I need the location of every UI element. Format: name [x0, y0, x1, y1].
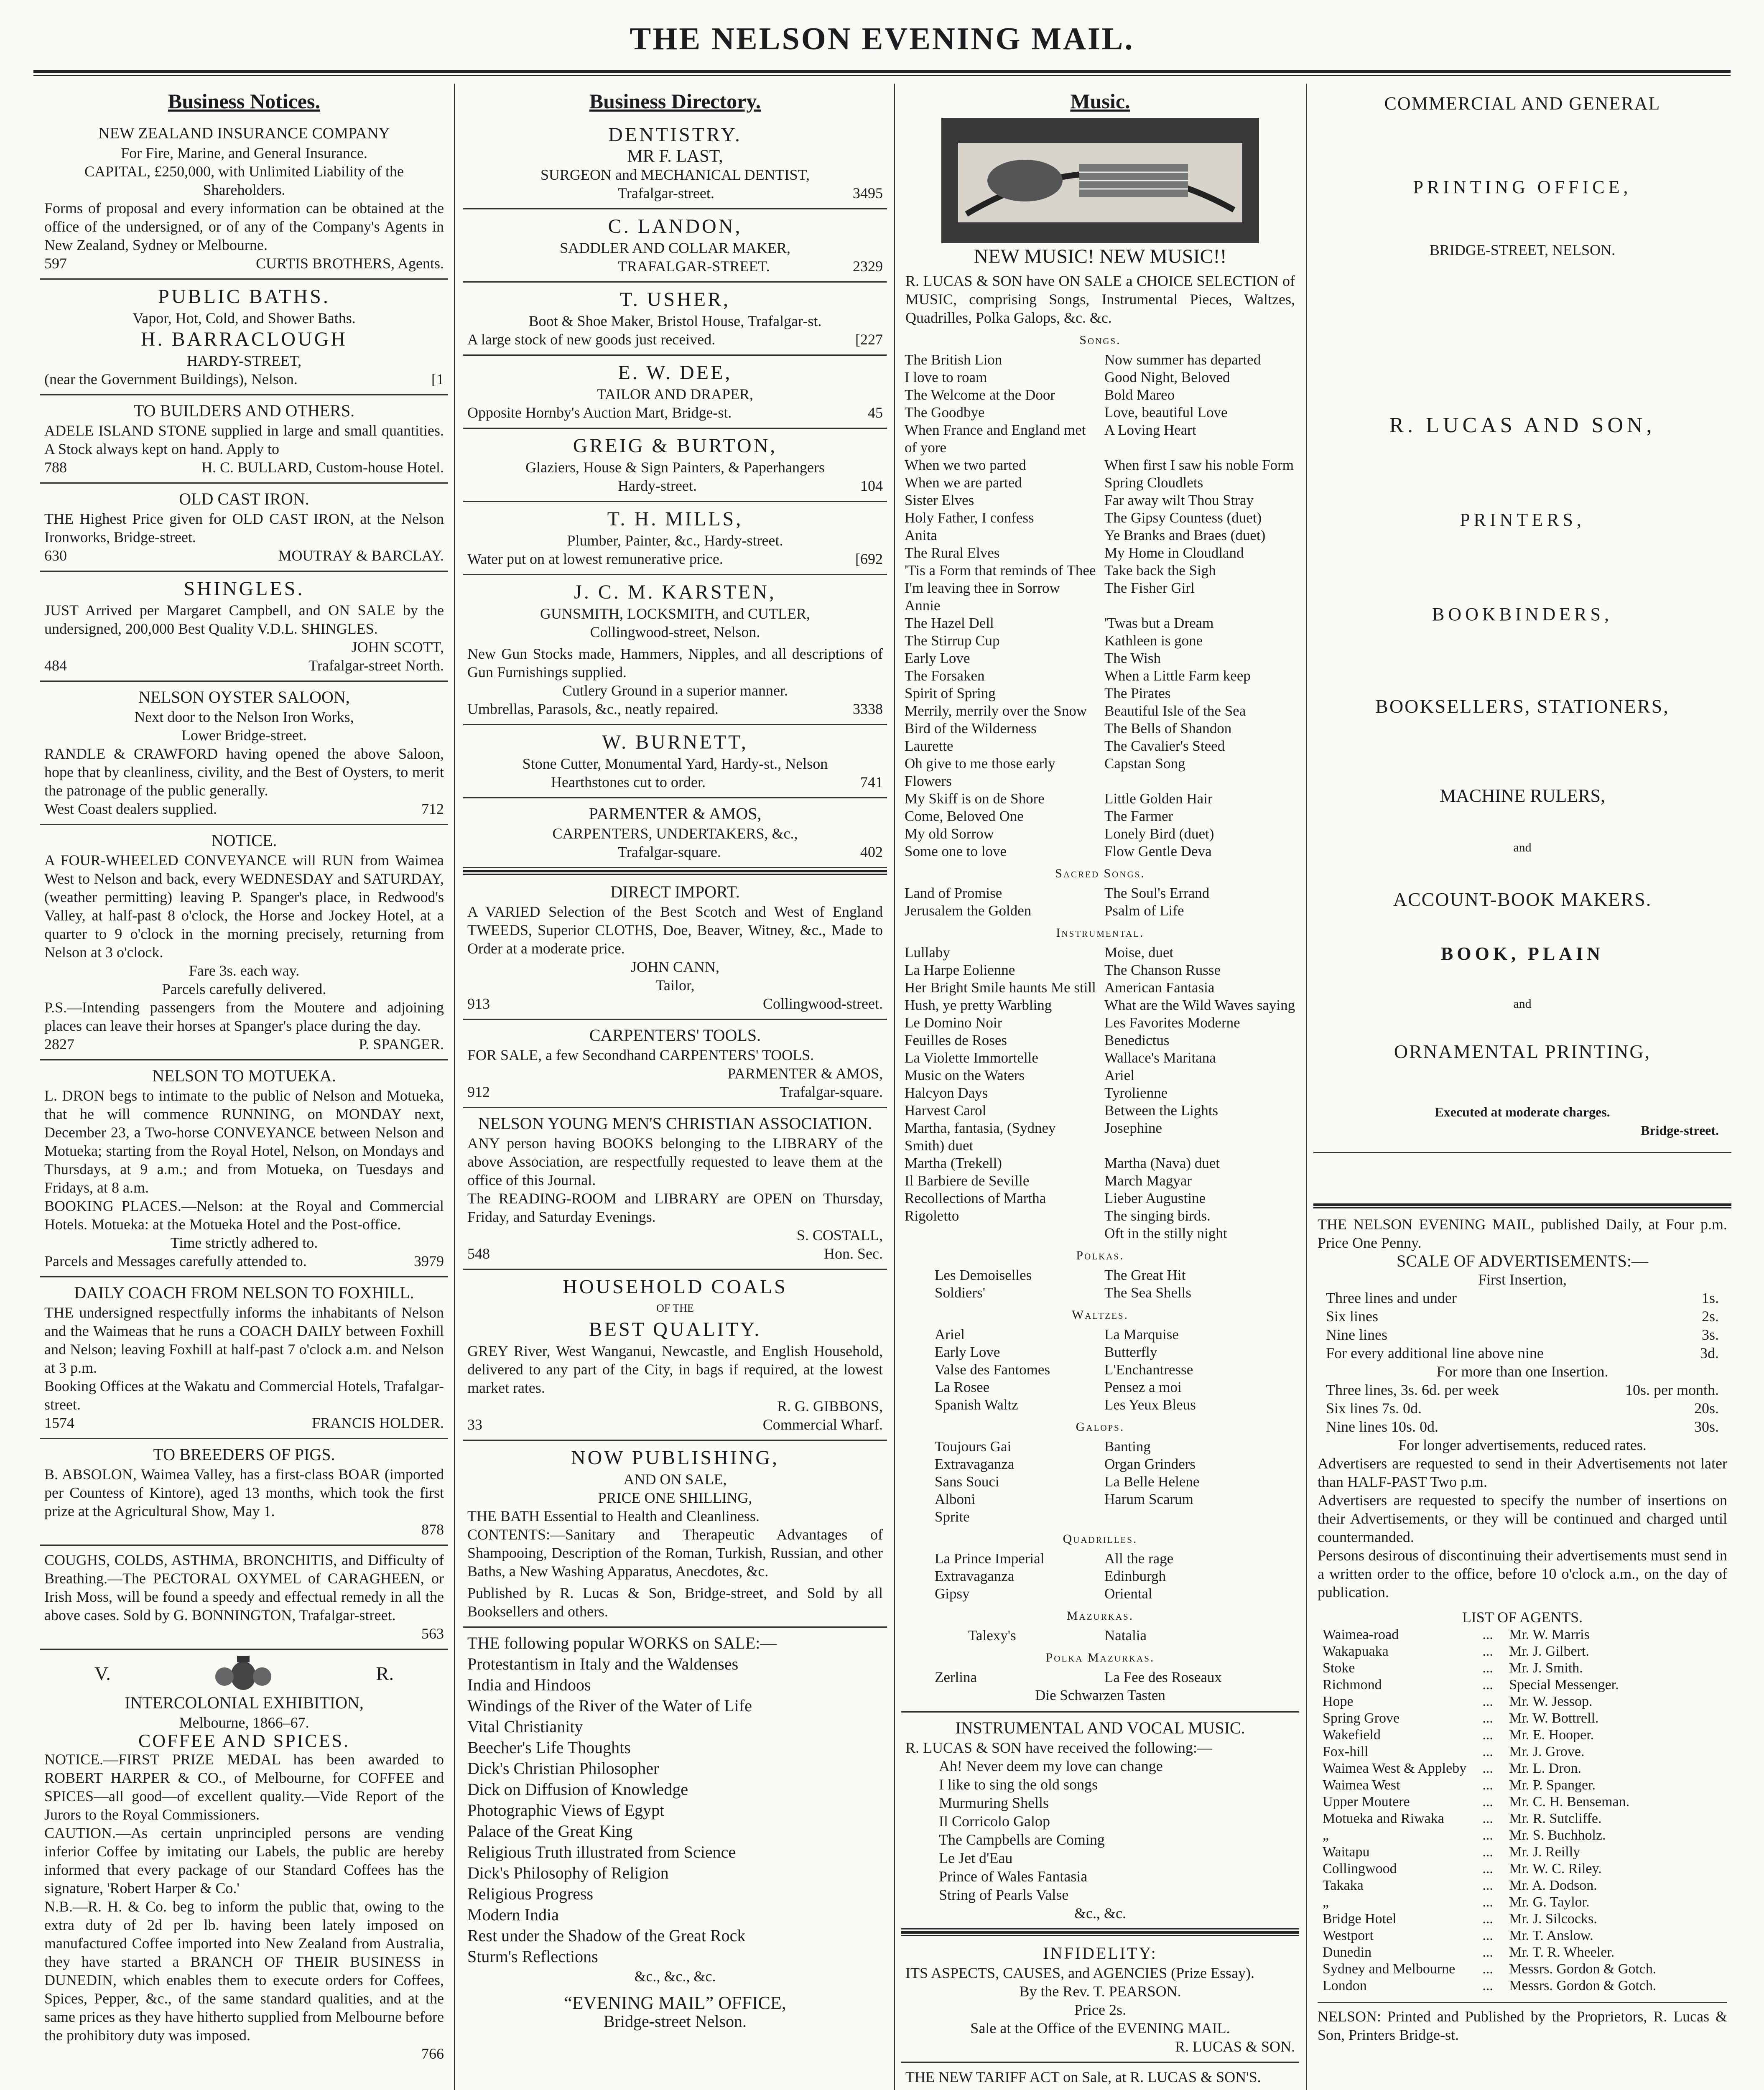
song-title: Little Golden Hair	[1104, 790, 1213, 807]
leader-dots: ...	[1482, 1961, 1493, 1977]
instrumental-title: Hush, ye pretty Warbling	[905, 997, 1052, 1013]
rates-first-insertion	[1318, 1289, 1727, 1362]
column-printing-office	[1313, 86, 1731, 2090]
instrumental-title: Oft in the stilly night	[1104, 1225, 1227, 1241]
work-title: Beecher's Life Thoughts	[467, 1738, 631, 1757]
polka-title: The Sea Shells	[1104, 1285, 1192, 1301]
work-title: Religious Progress	[467, 1884, 594, 1903]
song-title: Bird of the Wilderness	[905, 720, 1037, 737]
leader-dots: ...	[1482, 1627, 1493, 1642]
agent-name: Mr. A. Dodson.	[1509, 1878, 1597, 1893]
song-title: The Fisher Girl	[1104, 580, 1195, 596]
agent-place: Motueka and Riwaka	[1323, 1811, 1444, 1826]
rate-label: Nine lines 10s. 0d.	[1326, 1418, 1438, 1435]
song-title: Flow Gentle Deva	[1104, 843, 1212, 859]
agent-name: Mr. W. Marris	[1509, 1627, 1590, 1642]
column-divider	[454, 84, 455, 2090]
rate-row	[1318, 1381, 1727, 1399]
agent-place: Waimea-road	[1323, 1627, 1399, 1642]
dir-usher: T. USHER, Boot & Shoe Maker, Bristol House, Trafalgar-st. A large stock of new goods just received. [227	[463, 283, 887, 356]
section-rule	[901, 1931, 1299, 1936]
song-title: Sister Elves	[905, 492, 974, 508]
ad-popular-works: THE following popular WORKS on SALE:— Protestantism in Italy and the Waldenses India and Hindoos Windings of the River of the Water of Life Vital Christianity Beecher's Life Thoughts Dick's Christian Philosopher Dick on Diffusion of Knowledge Photographic Views of Egypt Palace of the Great King Religious Truth illustrated from Science Dick's Philosophy of Religion Religious Progress Modern India Rest under the Shadow of the Great Rock Sturm's Reflections &c., &c., &c. “EVENING MAIL” OFFICE, Bridge-street Nelson.	[463, 1628, 887, 2036]
agent-name: Mr. W. Bottrell.	[1509, 1710, 1599, 1726]
rate-label: Six lines 7s. 0d.	[1326, 1400, 1422, 1417]
leader-dots: ...	[1482, 1861, 1493, 1876]
dir-dee: E. W. DEE, TAILOR AND DRAPER, Opposite Hornby's Auction Mart, Bridge-st. 45	[463, 356, 887, 429]
waltz-title: Early Love	[935, 1344, 1000, 1360]
agent-place: Collingwood	[1323, 1861, 1397, 1876]
instrumental-title: American Fantasia	[1104, 979, 1215, 996]
song-title: I love to roam	[905, 369, 987, 385]
agent-name: Mr. C. H. Benseman.	[1509, 1794, 1630, 1810]
instrumental-title: Lieber Augustine	[1104, 1190, 1206, 1206]
song-title: Come, Beloved One	[905, 808, 1024, 824]
work-title: Modern India	[467, 1905, 559, 1924]
agent-place: Bridge Hotel	[1323, 1911, 1397, 1927]
rate-row	[1318, 1399, 1727, 1417]
work-title: Protestantism in Italy and the Waldenses	[467, 1654, 739, 1673]
rate-row	[1318, 1417, 1727, 1436]
agent-place: Fox-hill	[1323, 1744, 1369, 1759]
instrumental-title: Martha (Trekell)	[905, 1155, 1002, 1171]
section-rule	[463, 870, 887, 875]
leader-dots: ...	[1482, 1644, 1493, 1659]
agent-name: Mr. J. Smith.	[1509, 1660, 1583, 1676]
galop-title: Harum Scarum	[1104, 1491, 1193, 1507]
song-title: The British Lion	[905, 352, 1002, 368]
instrumental-title: La Violette Immortelle	[905, 1050, 1038, 1066]
song-title: When we are parted	[905, 474, 1022, 491]
instrumental-title: The singing birds.	[1104, 1208, 1211, 1224]
work-title: Religious Truth illustrated from Science	[467, 1843, 736, 1861]
column-music: Music. NEW MUSIC! NEW MUSIC!! R. LUCAS & SON have ON SALE a CHOICE SELECTION of MUSIC, comprising Songs, Instrumental Pieces, Waltzes, Quadrilles, Polka Galops, &c. &c. Songs. The British Lion Now summer has departed I love to roam Good Night, Beloved The Welcome at the Door Bold Mareo The Goodbye Love, beautiful Love When France and England met of yore A Loving Heart When we two parted When first I saw his noble Form When we are parted Spring Cloudlets Sister Elves Far away wilt Thou Stray Holy Father, I confess The Gipsy Countess (duet) Anita Ye Branks and Braes (duet) The Rural Elves My Home in Cloudland 'Tis a Form that reminds of Thee Take back the Sigh I'm leaving thee in Sorrow Annie The Fisher Girl The Hazel Dell 'Twas but a Dream The Stirrup Cup Kathleen is gone Early Love The Wish The Forsaken When a Little Farm keep Spirit of Spring The Pirates Merrily, merrily over the Snow Beautiful Isle of the Sea Bird of the Wilderness The Bells of Shandon Laurette The Cavalier's Steed Oh give to me those early Flowers Capstan Song My Skiff is on de Shore Little Golden Hair Come, Beloved One The Farmer My old Sorrow Lonely Bird (duet) Some one to love Flow Gentle Deva Sacred Songs. Land of Promise The Soul's Errand Jerusalem the Golden Psalm of Life Instrumental. Lullaby Moise, duet La Harpe Eolienne The Chanson Russe Her Bright Smile haunts Me still American Fantasia Hush, ye pretty Warbling What are the Wild Waves saying Le Domino Noir Les Favorites Moderne Feuilles de Roses Benedictus La Violette Immortelle Wallace's Maritana Music on the Waters Ariel Halcyon Days Tyrolienne Harvest Carol Between the Lights Martha, fantasia, (Sydney Smith) duet Josephine Martha (Trekell) Martha (Nava) duet Il Barbiere de Seville March Magyar Recollections of Martha Lieber Augustine Rigoletto The singing birds. Oft in the stilly night Polkas. Les Demoiselles The Great Hit Soldiers' The Sea Shells Waltzes. Ariel La Marquise Early Love Butterfly Valse des Fantomes L'Enchantresse La Rosee Pensez a moi Spanish Waltz Les Yeux Bleus Galops. Toujours Gai Banting Extravaganza Organ Grinders Sans Souci La Belle Helene Alboni Harum Scarum Sprite Quadrilles. La Prince Imperial All the rage Extravaganza Edinburgh Gipsy Oriental Mazurkas. Talexy's Natalia Polka Mazurkas. Zerlina La Fee des Roseaux Die Schwarzen Tasten INSTRUMENTAL AND VOCAL MUSIC. R. LUCAS & SON have received the following:— Ah! Never deem my love can change I like to sing the old songs Murmuring Shells Il Corricolo Galop The Campbells are Coming Le Jet d'Eau Prince of Wales Fantasia String of Pearls Valse &c., &c. INFIDELITY: ITS ASPECTS, CAUSES, and AGENCIES (Prize Essay). By the Rev. T. PEARSON. Price 2s. Sale at the Office of the EVENING MAIL. R. LUCAS & SON. THE NEW TARIFF ACT on Sale, at R. LUCAS & SON'S.	[901, 86, 1299, 2090]
ad-carpenters-tools: CARPENTERS' TOOLS. FOR SALE, a few Secondhand CARPENTERS' TOOLS. PARMENTER & AMOS, 912 Trafalgar-square.	[463, 1020, 887, 1108]
instrumental-title: Moise, duet	[1104, 944, 1174, 961]
leader-dots: ...	[1482, 1945, 1493, 1960]
agent-name: Mr. L. Dron.	[1509, 1761, 1581, 1776]
quadrille-title: Extravaganza	[935, 1568, 1015, 1584]
ad-public-baths: PUBLIC BATHS. Vapor, Hot, Cold, and Shower Baths. H. BARRACLOUGH HARDY-STREET, (near the Government Buildings), Nelson. [1	[40, 280, 448, 395]
song-title: The Pirates	[1104, 685, 1171, 701]
waltz-title: Ariel	[935, 1326, 965, 1343]
instrumental-title: Rigoletto	[905, 1208, 959, 1224]
rate-value: 1s.	[1701, 1290, 1719, 1306]
waltz-title: Pensez a moi	[1104, 1379, 1182, 1395]
song-title: My old Sorrow	[905, 826, 994, 842]
leader-dots: ...	[1482, 1744, 1493, 1759]
music-item: Prince of Wales Fantasia	[939, 1868, 1088, 1885]
work-title: Rest under the Shadow of the Great Rock	[467, 1926, 746, 1945]
song-title: Love, beautiful Love	[1104, 404, 1228, 421]
column-heading: Business Directory.	[589, 89, 761, 113]
column-business-directory	[463, 86, 887, 2090]
leader-dots: ...	[1482, 1694, 1493, 1709]
column-heading: Business Notices.	[168, 89, 320, 113]
song-title: Take back the Sigh	[1104, 562, 1216, 579]
quadrille-title: Oriental	[1104, 1585, 1152, 1602]
song-title: 'Tis a Form that reminds of Thee	[905, 562, 1096, 579]
song-title: Kathleen is gone	[1104, 632, 1203, 649]
agent-name: Special Messenger.	[1509, 1677, 1619, 1692]
ad-tariff-act: THE NEW TARIFF ACT on Sale, at R. LUCAS & SON'S.	[901, 2063, 1299, 2090]
work-title: Photographic Views of Egypt	[467, 1801, 665, 1820]
agent-name: Mr. R. Sutcliffe.	[1509, 1811, 1602, 1826]
ad-oyster-saloon: NELSON OYSTER SALOON, Next door to the Nelson Iron Works, Lower Bridge-street. RANDLE & CRAWFORD having opened the above Saloon, hope that by cleanliness, civility, and the Best of Oysters, to merit the patronage of the public generally. West Coast dealers supplied. 712	[40, 682, 448, 825]
agent-place: Sydney and Melbourne	[1323, 1961, 1456, 1977]
polka-mazurkas-list	[901, 1669, 1299, 1686]
instrumental-title: Recollections of Martha	[905, 1190, 1046, 1206]
ad-direct-import: DIRECT IMPORT. A VARIED Selection of the Best Scotch and West of England TWEEDS, Superior CLOTHS, Doe, Beaver, Witney, &c., Made to Order at a moderate price. JOHN CANN, Tailor, 913 Collingwood-street.	[463, 877, 887, 1020]
waltz-title: Valse des Fantomes	[935, 1361, 1050, 1378]
quadrilles-list	[901, 1550, 1299, 1603]
waltz-title: La Rosee	[935, 1379, 990, 1395]
sacred-songs-list	[901, 884, 1299, 920]
agent-place: Stoke	[1323, 1660, 1355, 1676]
royal-arms-icon	[212, 1655, 275, 1692]
instrumental-title: Feuilles de Roses	[905, 1032, 1007, 1048]
quadrille-title: Edinburgh	[1104, 1568, 1166, 1584]
printing-office-ad: COMMERCIAL AND GENERAL PRINTING OFFICE, BRIDGE-STREET, NELSON. R. LUCAS AND SON, PRINTERS, BOOKBINDERS, BOOKSELLERS, STATIONERS, MACHINE RULERS, and ACCOUNT-BOOK MAKERS. BOOK, PLAIN and ORNAMENTAL PRINTING, Executed at moderate charges. Bridge-street.	[1313, 94, 1731, 1153]
song-title: The Farmer	[1104, 808, 1173, 824]
ad-nelson-motueka: NELSON TO MOTUEKA. L. DRON begs to intimate to the public of Nelson and Motueka, that he will commence RUNNING, on MONDAY next, December 23, a Two-horse CONVEYANCE between Nelson and Motueka; starting from the Royal Hotel, Nelson, on Mondays and Thursdays, at 9 a.m.; and from Motueka, on Tuesdays and Fridays, at 8 a.m. BOOKING PLACES.—Nelson: at the Royal and Commercial Hotels. Motueka: at the Motueka Hotel and the Post-office. Time strictly adhered to. Parcels and Messages carefully attended to. 3979	[40, 1060, 448, 1277]
ad-coughs: COUGHS, COLDS, ASTHMA, BRONCHITIS, and Difficulty of Breathing.—The PECTORAL OXYMEL of CARAGHEEN, or Irish Moss, will be found a speedy and effectual remedy in all the above cases. Sold by G. BONNINGTON, Trafalgar-street. 563	[40, 1546, 448, 1650]
agent-name: Mr. W. C. Riley.	[1509, 1861, 1602, 1876]
leader-dots: ...	[1482, 1978, 1493, 1993]
instrumental-title: March Magyar	[1104, 1172, 1192, 1189]
ad-infidelity: INFIDELITY: ITS ASPECTS, CAUSES, and AGENCIES (Prize Essay). By the Rev. T. PEARSON. Price 2s. Sale at the Office of the EVENING MAIL. R. LUCAS & SON.	[901, 1938, 1299, 2063]
leader-dots: ...	[1482, 1660, 1493, 1676]
agent-place: London	[1323, 1978, 1367, 1993]
waltz-title: La Marquise	[1104, 1326, 1179, 1343]
instrumental-title	[905, 1225, 1096, 1242]
quadrille-title: La Prince Imperial	[935, 1550, 1045, 1567]
agent-place: Waitapu	[1323, 1844, 1370, 1860]
work-title: Windings of the River of the Water of Life	[467, 1696, 752, 1715]
song-title: My Home in Cloudland	[1104, 545, 1244, 561]
galop-title	[1104, 1508, 1266, 1526]
agent-place: „	[1323, 1827, 1329, 1843]
song-title: The Wish	[1104, 650, 1161, 666]
instrumental-title: Wallace's Maritana	[1104, 1050, 1216, 1066]
music-item: Ah! Never deem my love can change	[939, 1758, 1163, 1774]
work-title: Palace of the Great King	[467, 1822, 633, 1840]
agent-place: „	[1323, 1894, 1329, 1910]
agent-name: Mr. E. Hooper.	[1509, 1727, 1594, 1743]
work-title: Dick's Philosophy of Religion	[467, 1863, 669, 1882]
instrumental-list	[901, 944, 1299, 1242]
agent-place: Takaka	[1323, 1878, 1364, 1893]
agent-name: Mr. J. Reilly	[1509, 1844, 1580, 1860]
song-title: Lonely Bird (duet)	[1104, 826, 1214, 842]
rate-row	[1318, 1289, 1727, 1307]
ad-now-publishing: NOW PUBLISHING, AND ON SALE, PRICE ONE SHILLING, THE BATH Essential to Health and Cleanliness. CONTENTS:—Sanitary and Therapeutic Advantages of Shampooing, Description of the Roman, Turkish, Russian, and other Baths, a New Washing Apparatus, Anecdotes, &c. Published by R. Lucas & Son, Bridge-street, and Sold by all Booksellers and others.	[463, 1441, 887, 1628]
instrumental-title: Lullaby	[905, 944, 950, 961]
song-title: 'Twas but a Dream	[1104, 615, 1214, 631]
instrumental-title: Music on the Waters	[905, 1067, 1025, 1083]
polka-title: The Great Hit	[1104, 1267, 1186, 1283]
agent-name: Messrs. Gordon & Gotch.	[1509, 1961, 1657, 1977]
song-title: Some one to love	[905, 843, 1007, 859]
galops-list	[901, 1438, 1299, 1526]
agent-name: Mr. J. Grove.	[1509, 1744, 1585, 1759]
instrumental-title: Josephine	[1104, 1120, 1162, 1136]
song-title: Spring Cloudlets	[1104, 474, 1203, 491]
quadrille-title: Gipsy	[935, 1585, 970, 1602]
agents-list	[1318, 1626, 1727, 1994]
galop-title: Extravaganza	[935, 1456, 1015, 1472]
song-title: Far away wilt Thou Stray	[1104, 492, 1254, 508]
song-title: The Cavalier's Steed	[1104, 738, 1225, 754]
music-item: Il Corricolo Galop	[939, 1813, 1050, 1830]
instrumental-title: Martha (Nava) duet	[1104, 1155, 1220, 1171]
leader-dots: ...	[1482, 1710, 1493, 1726]
galop-title: Sprite	[935, 1509, 970, 1525]
dir-dentistry: DENTISTRY. MR F. LAST, SURGEON and MECHANICAL DENTIST, Trafalgar-street. 3495	[463, 118, 887, 209]
ad-insurance: NEW ZEALAND INSURANCE COMPANY For Fire, Marine, and General Insurance. CAPITAL, £250,000, with Unlimited Liability of the Shareholders. Forms of proposal and every information can be obtained at the office of the undersigned, or of any of the Company's Agents in New Zealand, Sydney or Melbourne. 597 CURTIS BROTHERS, Agents.	[40, 118, 448, 280]
leader-dots: ...	[1482, 1727, 1493, 1743]
music-item: String of Pearls Valse	[939, 1886, 1069, 1903]
instrumental-title: Il Barbiere de Seville	[905, 1172, 1030, 1189]
sacred-song-title: Jerusalem the Golden	[905, 902, 1032, 919]
rate-label: Three lines, 3s. 6d. per week	[1326, 1381, 1499, 1398]
song-title: When a Little Farm keep	[1104, 668, 1251, 684]
mazurkas-list	[901, 1627, 1299, 1644]
waltz-title: L'Enchantresse	[1104, 1361, 1193, 1378]
instrumental-title: The Chanson Russe	[1104, 962, 1221, 978]
song-title: Holy Father, I confess	[905, 510, 1034, 526]
song-title: When France and England met of yore	[905, 422, 1086, 456]
sacred-song-title: Psalm of Life	[1104, 902, 1184, 919]
rate-value: 3s.	[1701, 1326, 1719, 1343]
rates-more-insertions	[1318, 1381, 1727, 1436]
leader-dots: ...	[1482, 1911, 1493, 1927]
song-title: Early Love	[905, 650, 970, 666]
song-title: Oh give to me those early Flowers	[905, 755, 1055, 789]
song-title: My Skiff is on de Shore	[905, 790, 1045, 807]
song-title: Laurette	[905, 738, 953, 754]
galop-title: Banting	[1104, 1438, 1151, 1455]
rate-value: 10s. per month.	[1625, 1381, 1719, 1398]
music-item: The Campbells are Coming	[939, 1831, 1105, 1848]
song-title: When first I saw his noble Form	[1104, 457, 1294, 473]
agent-place: Waimea West	[1323, 1777, 1400, 1793]
agent-place: Wakefield	[1323, 1727, 1381, 1743]
song-title: Good Night, Beloved	[1104, 369, 1230, 385]
music-item: I like to sing the old songs	[939, 1776, 1098, 1793]
agent-place: Waimea West & Appleby	[1323, 1761, 1467, 1776]
sacred-song-title: The Soul's Errand	[1104, 885, 1210, 901]
instrumental-title: Her Bright Smile haunts Me still	[905, 979, 1096, 996]
dir-greig-burton: GREIG & BURTON, Glaziers, House & Sign Painters, & Paperhangers Hardy-street. 104	[463, 429, 887, 502]
waltz-title: Spanish Waltz	[935, 1397, 1018, 1413]
song-title: Ye Branks and Braes (duet)	[1104, 527, 1266, 543]
work-title: Dick's Christian Philosopher	[467, 1759, 659, 1778]
song-title: Merrily, merrily over the Snow	[905, 703, 1087, 719]
sacred-song-title: Land of Promise	[905, 885, 1002, 901]
agent-name: Mr. T. R. Wheeler.	[1509, 1945, 1615, 1960]
rate-row	[1318, 1325, 1727, 1344]
column-divider	[894, 84, 895, 2090]
rate-value: 3d.	[1700, 1345, 1719, 1361]
songs-list	[901, 351, 1299, 860]
agent-name: Mr. T. Anslow.	[1509, 1928, 1593, 1943]
ad-cast-iron: OLD CAST IRON. THE Highest Price given for OLD CAST IRON, at the Nelson Ironworks, Bridge-street. 630 MOUTRAY & BARCLAY.	[40, 484, 448, 572]
ad-household-coals: HOUSEHOLD COALS OF THE BEST QUALITY. GREY River, West Wanganui, Newcastle, and English Household, delivered to any part of the City, in bags if required, at the lowest market rates. R. G. GIBBONS, 33 Commercial Wharf.	[463, 1270, 887, 1441]
instrumental-title: La Harpe Eolienne	[905, 962, 1015, 978]
work-title: Vital Christianity	[467, 1717, 583, 1736]
agent-place: Richmond	[1323, 1677, 1382, 1692]
agent-place: Dunedin	[1323, 1945, 1372, 1960]
work-title: Dick on Diffusion of Knowledge	[467, 1780, 688, 1799]
ad-instrumental-vocal: INSTRUMENTAL AND VOCAL MUSIC. R. LUCAS & SON have received the following:— Ah! Never deem my love can change I like to sing the old songs Murmuring Shells Il Corricolo Galop The Campbells are Coming Le Jet d'Eau Prince of Wales Fantasia String of Pearls Valse &c., &c.	[901, 1713, 1299, 1929]
ad-pigs: TO BREEDERS OF PIGS. B. ABSOLON, Waimea Valley, has a first-class BOAR (imported per Countess of Kintore), aged 13 months, which took the first prize at the Agricultural Show, May 1. 878	[40, 1439, 448, 1546]
leader-dots: ...	[1482, 1827, 1493, 1843]
ad-scale-of-advertisements: THE NELSON EVENING MAIL, published Daily, at Four p.m. Price One Penny. SCALE OF ADVERTISEMENTS:— First Insertion, Three lines and under 1s. Six lines 2s. Nine lines 3s. For every additional line above nine 3d. For more than one Insertion. Three lines, 3s. 6d. per week 10s. per month. Six lines 7s. 0d. 20s. Nine lines 10s. 0d. 30s. For longer advertisements, reduced rates. Advertisers are requested to send in their Advertisements not later than HALF-PAST Two p.m. Advertisers are requested to specify the number of insertions on their Advertisements, or they will be continued and charged until countermanded. Persons desirous of discontinuing their advertisements must send in a written order to the office, before 10 o'clock a.m., on the day of publication. LIST OF AGENTS. Waimea-road ... Mr. W. Marris Wakapuaka ... Mr. J. Gilbert. Stoke ... Mr. J. Smith. Richmond ... Special Messenger. Hope ... Mr. W. Jessop. Spring Grove ... Mr. W. Bottrell. Wakefield ... Mr. E. Hooper. Fox-hill ... Mr. J. Grove. Waimea West & Appleby ... Mr. L. Dron. Waimea West ... Mr. P. Spanger. Upper Moutere ... Mr. C. H. Benseman. Motueka and Riwaka ... Mr. R. Sutcliffe. „ ... Mr. S. Buchholz. Waitapu ... Mr. J. Reilly Collingwood ... Mr. W. C. Riley. Takaka ... Mr. A. Dodson. „ ... Mr. G. Taylor. Bridge Hotel ... Mr. J. Silcocks. Westport ... Mr. T. Anslow. Dunedin ... Mr. T. R. Wheeler. Sydney and Melbourne ... Messrs. Gordon & Gotch. London ... Messrs. Gordon & Gotch. NELSON: Printed and Published by the Proprietors, R. Lucas & Son, Printers Bridge-st.	[1318, 1216, 1727, 2043]
galop-title: Sans Souci	[935, 1473, 999, 1490]
galop-title: Toujours Gai	[935, 1438, 1012, 1455]
rate-row	[1318, 1307, 1727, 1325]
quadrille-title: All the rage	[1104, 1550, 1174, 1567]
work-title: India and Hindoos	[467, 1675, 591, 1694]
song-title: The Bells of Shandon	[1104, 720, 1232, 737]
music-instruments-illustration	[941, 118, 1259, 243]
agent-name: Mr. J. Gilbert.	[1509, 1644, 1589, 1659]
galop-title: Organ Grinders	[1104, 1456, 1196, 1472]
song-title: A Loving Heart	[1104, 422, 1196, 438]
song-title: The Gipsy Countess (duet)	[1104, 510, 1262, 526]
column-divider	[1306, 84, 1307, 2090]
instrumental-title: Ariel	[1104, 1067, 1134, 1083]
song-title: When we two parted	[905, 457, 1026, 473]
song-title: The Rural Elves	[905, 545, 1000, 561]
polka-mazurka-title: Zerlina	[935, 1669, 977, 1685]
ad-daily-coach: DAILY COACH FROM NELSON TO FOXHILL. THE undersigned respectfully informs the inhabitants of Nelson and the Waimeas that he runs a COACH DAILY between Foxhill and Nelson; leaving Foxhill at half-past 7 o'clock a.m. and Nelson at 3 p.m. Booking Offices at the Wakatu and Commercial Hotels, Trafalgar-street. 1574 FRANCIS HOLDER.	[40, 1277, 448, 1439]
agent-name: Mr. P. Spanger.	[1509, 1777, 1596, 1793]
dir-burnett: W. BURNETT, Stone Cutter, Monumental Yard, Hardy-st., Nelson Hearthstones cut to order. 741	[463, 725, 887, 798]
polka-title: Soldiers'	[935, 1285, 986, 1301]
song-title: The Stirrup Cup	[905, 632, 1000, 649]
song-title: The Welcome at the Door	[905, 387, 1055, 403]
mazurka-title: Talexy's	[968, 1627, 1016, 1644]
leader-dots: ...	[1482, 1677, 1493, 1692]
leader-dots: ...	[1482, 1811, 1493, 1826]
ad-shingles: SHINGLES. JUST Arrived per Margaret Campbell, and ON SALE by the undersigned, 200,000 Best Quality V.D.L. SHINGLES. JOHN SCOTT, 484 Trafalgar-street North.	[40, 572, 448, 682]
instrumental-title: What are the Wild Waves saying	[1104, 997, 1295, 1013]
rate-value: 30s.	[1694, 1418, 1719, 1435]
dir-parmenter: PARMENTER & AMOS, CARPENTERS, UNDERTAKERS, &c., Trafalgar-square. 402	[463, 798, 887, 868]
rate-label: Three lines and under	[1326, 1290, 1457, 1306]
instrumental-title: Between the Lights	[1104, 1102, 1218, 1119]
song-title: The Hazel Dell	[905, 615, 994, 631]
leader-dots: ...	[1482, 1794, 1493, 1810]
rate-label: For every additional line above nine	[1326, 1345, 1544, 1361]
agent-name: Mr. W. Jessop.	[1509, 1694, 1593, 1709]
music-item: Le Jet d'Eau	[939, 1850, 1013, 1866]
instrumental-title: Halcyon Days	[905, 1085, 988, 1101]
rate-value: 20s.	[1694, 1400, 1719, 1417]
column-business-notices	[40, 86, 448, 2090]
waltzes-list	[901, 1326, 1299, 1414]
song-title: I'm leaving thee in Sorrow Annie	[905, 580, 1060, 614]
ad-ymca: NELSON YOUNG MEN'S CHRISTIAN ASSOCIATION. ANY person having BOOKS belonging to the LIBRARY of the above Association, are respectfully requested to leave them at the office of this Journal. The READING-ROOM and LIBRARY are OPEN on Thursday, Friday, and Saturday Evenings. S. COSTALL, 548 Hon. Sec.	[463, 1108, 887, 1270]
agent-name: Mr. G. Taylor.	[1509, 1894, 1590, 1910]
rate-label: Nine lines	[1326, 1326, 1387, 1343]
dir-mills: T. H. MILLS, Plumber, Painter, &c., Hardy-street. Water put on at lowest remunerative price. [692	[463, 502, 887, 575]
agent-name: Mr. J. Silcocks.	[1509, 1911, 1597, 1927]
song-title: Anita	[905, 527, 937, 543]
leader-dots: ...	[1482, 1928, 1493, 1943]
agent-name: Mr. S. Buchholz.	[1509, 1827, 1606, 1843]
song-title: Spirit of Spring	[905, 685, 996, 701]
song-title: Capstan Song	[1104, 755, 1185, 772]
song-title: The Goodbye	[905, 404, 985, 421]
instrumental-title: Harvest Carol	[905, 1102, 987, 1119]
leader-dots: ...	[1482, 1844, 1493, 1860]
agent-place: Hope	[1323, 1694, 1354, 1709]
polkas-list	[901, 1267, 1299, 1302]
instrumental-title: Le Domino Noir	[905, 1014, 1002, 1031]
agent-place: Upper Moutere	[1323, 1794, 1410, 1810]
dir-karsten: J. C. M. KARSTEN, GUNSMITH, LOCKSMITH, and CUTLER, Collingwood-street, Nelson. New Gun Stocks made, Hammers, Nipples, and all descriptions of Gun Furnishings supplied. Cutlery Ground in a superior manner. Umbrellas, Parasols, &c., neatly repaired. 3338	[463, 575, 887, 725]
song-title: Now summer has departed	[1104, 352, 1261, 368]
ad-conveyance-notice: NOTICE. A FOUR-WHEELED CONVEYANCE will RUN from Waimea West to Nelson and back, every WEDNESDAY and SATURDAY, (weather permitting) leaving P. Spanger's place, in Redwood's Valley, at half-past 8 o'clock, the Horse and Jockey Hotel, at a quarter to 9 o'clock in the morning precisely, returning from Nelson at 3 o'clock. Fare 3s. each way. Parcels carefully delivered. P.S.—Intending passengers from the Moutere and adjoining places can leave their horses at Spanger's place during the day. 2827 P. SPANGER.	[40, 825, 448, 1060]
rate-value: 2s.	[1701, 1308, 1719, 1325]
ad-exhibition-coffee: V. R. INTERCOLONIAL EXHIBITION, Melbourne, 1866–67. COFFEE AND SPICES. NOTICE.—FIRST PRIZE MEDAL has been awarded to ROBERT HARPER & CO., of Melbourne, for COFFEE and SPICES—all good—of excellent quality.—Vide Report of the Jurors to the Royal Commissioners. CAUTION.—As certain unprincipled persons are vending inferior Coffee by imitating our Labels, the public are hereby informed that every package of our Standard Coffees has the signature, 'Robert Harper & Co.' N.B.—R. H. & Co. beg to inform the public that, owing to the extra duty of 2d per lb. having been lately imposed on manufactured Coffee imported into New Zealand from Australia, they have started a BRANCH OF THEIR BUSINESS in DUNEDIN, which enables them to execute orders for Coffees, Spices, Pepper, &c., of the same standard qualities, and at the same prices as they have hitherto supplied from Melbourne before the prohibitory duty was imposed. 766	[40, 1650, 448, 2069]
section-rule	[1313, 1203, 1731, 1208]
music-item: Murmuring Shells	[939, 1794, 1049, 1811]
polka-title: Les Demoiselles	[935, 1267, 1032, 1283]
instrumental-title: Benedictus	[1104, 1032, 1170, 1048]
leader-dots: ...	[1482, 1777, 1493, 1793]
galop-title: Alboni	[935, 1491, 976, 1507]
rate-label: Six lines	[1326, 1308, 1379, 1325]
ad-builders: TO BUILDERS AND OTHERS. ADELE ISLAND STONE supplied in large and small quantities. A Stock always kept on hand. Apply to 788 H. C. BULLARD, Custom-house Hotel.	[40, 395, 448, 484]
instrumental-title: Martha, fantasia, (Sydney Smith) duet	[905, 1120, 1056, 1154]
masthead: THE NELSON EVENING MAIL.	[630, 21, 1134, 56]
song-title: The Forsaken	[905, 668, 985, 684]
work-title: Sturm's Reflections	[467, 1947, 598, 1966]
agent-place: Westport	[1323, 1928, 1374, 1943]
agent-place: Spring Grove	[1323, 1710, 1400, 1726]
mazurka-title: Natalia	[1104, 1627, 1147, 1644]
instrumental-vocal-list	[905, 1757, 1295, 1904]
agent-name: Messrs. Gordon & Gotch.	[1509, 1978, 1657, 1993]
leader-dots: ...	[1482, 1894, 1493, 1910]
song-title: Beautiful Isle of the Sea	[1104, 703, 1246, 719]
column-heading: Music.	[1070, 89, 1130, 113]
song-title: Bold Mareo	[1104, 387, 1175, 403]
works-list	[467, 1654, 883, 1967]
rate-row	[1318, 1344, 1727, 1362]
leader-dots: ...	[1482, 1878, 1493, 1893]
waltz-title: Les Yeux Bleus	[1104, 1397, 1196, 1413]
instrumental-title: Tyrolienne	[1104, 1085, 1168, 1101]
waltz-title: Butterfly	[1104, 1344, 1157, 1360]
leader-dots: ...	[1482, 1761, 1493, 1776]
instrumental-title: Les Favorites Moderne	[1104, 1014, 1240, 1031]
polka-mazurka-title: La Fee des Roseaux	[1104, 1669, 1222, 1685]
agent-place: Wakapuaka	[1323, 1644, 1389, 1659]
dir-landon: C. LANDON, SADDLER AND COLLAR MAKER, TRAFALGAR-STREET. 2329	[463, 209, 887, 283]
masthead-rule	[33, 70, 1731, 76]
galop-title: La Belle Helene	[1104, 1473, 1200, 1490]
